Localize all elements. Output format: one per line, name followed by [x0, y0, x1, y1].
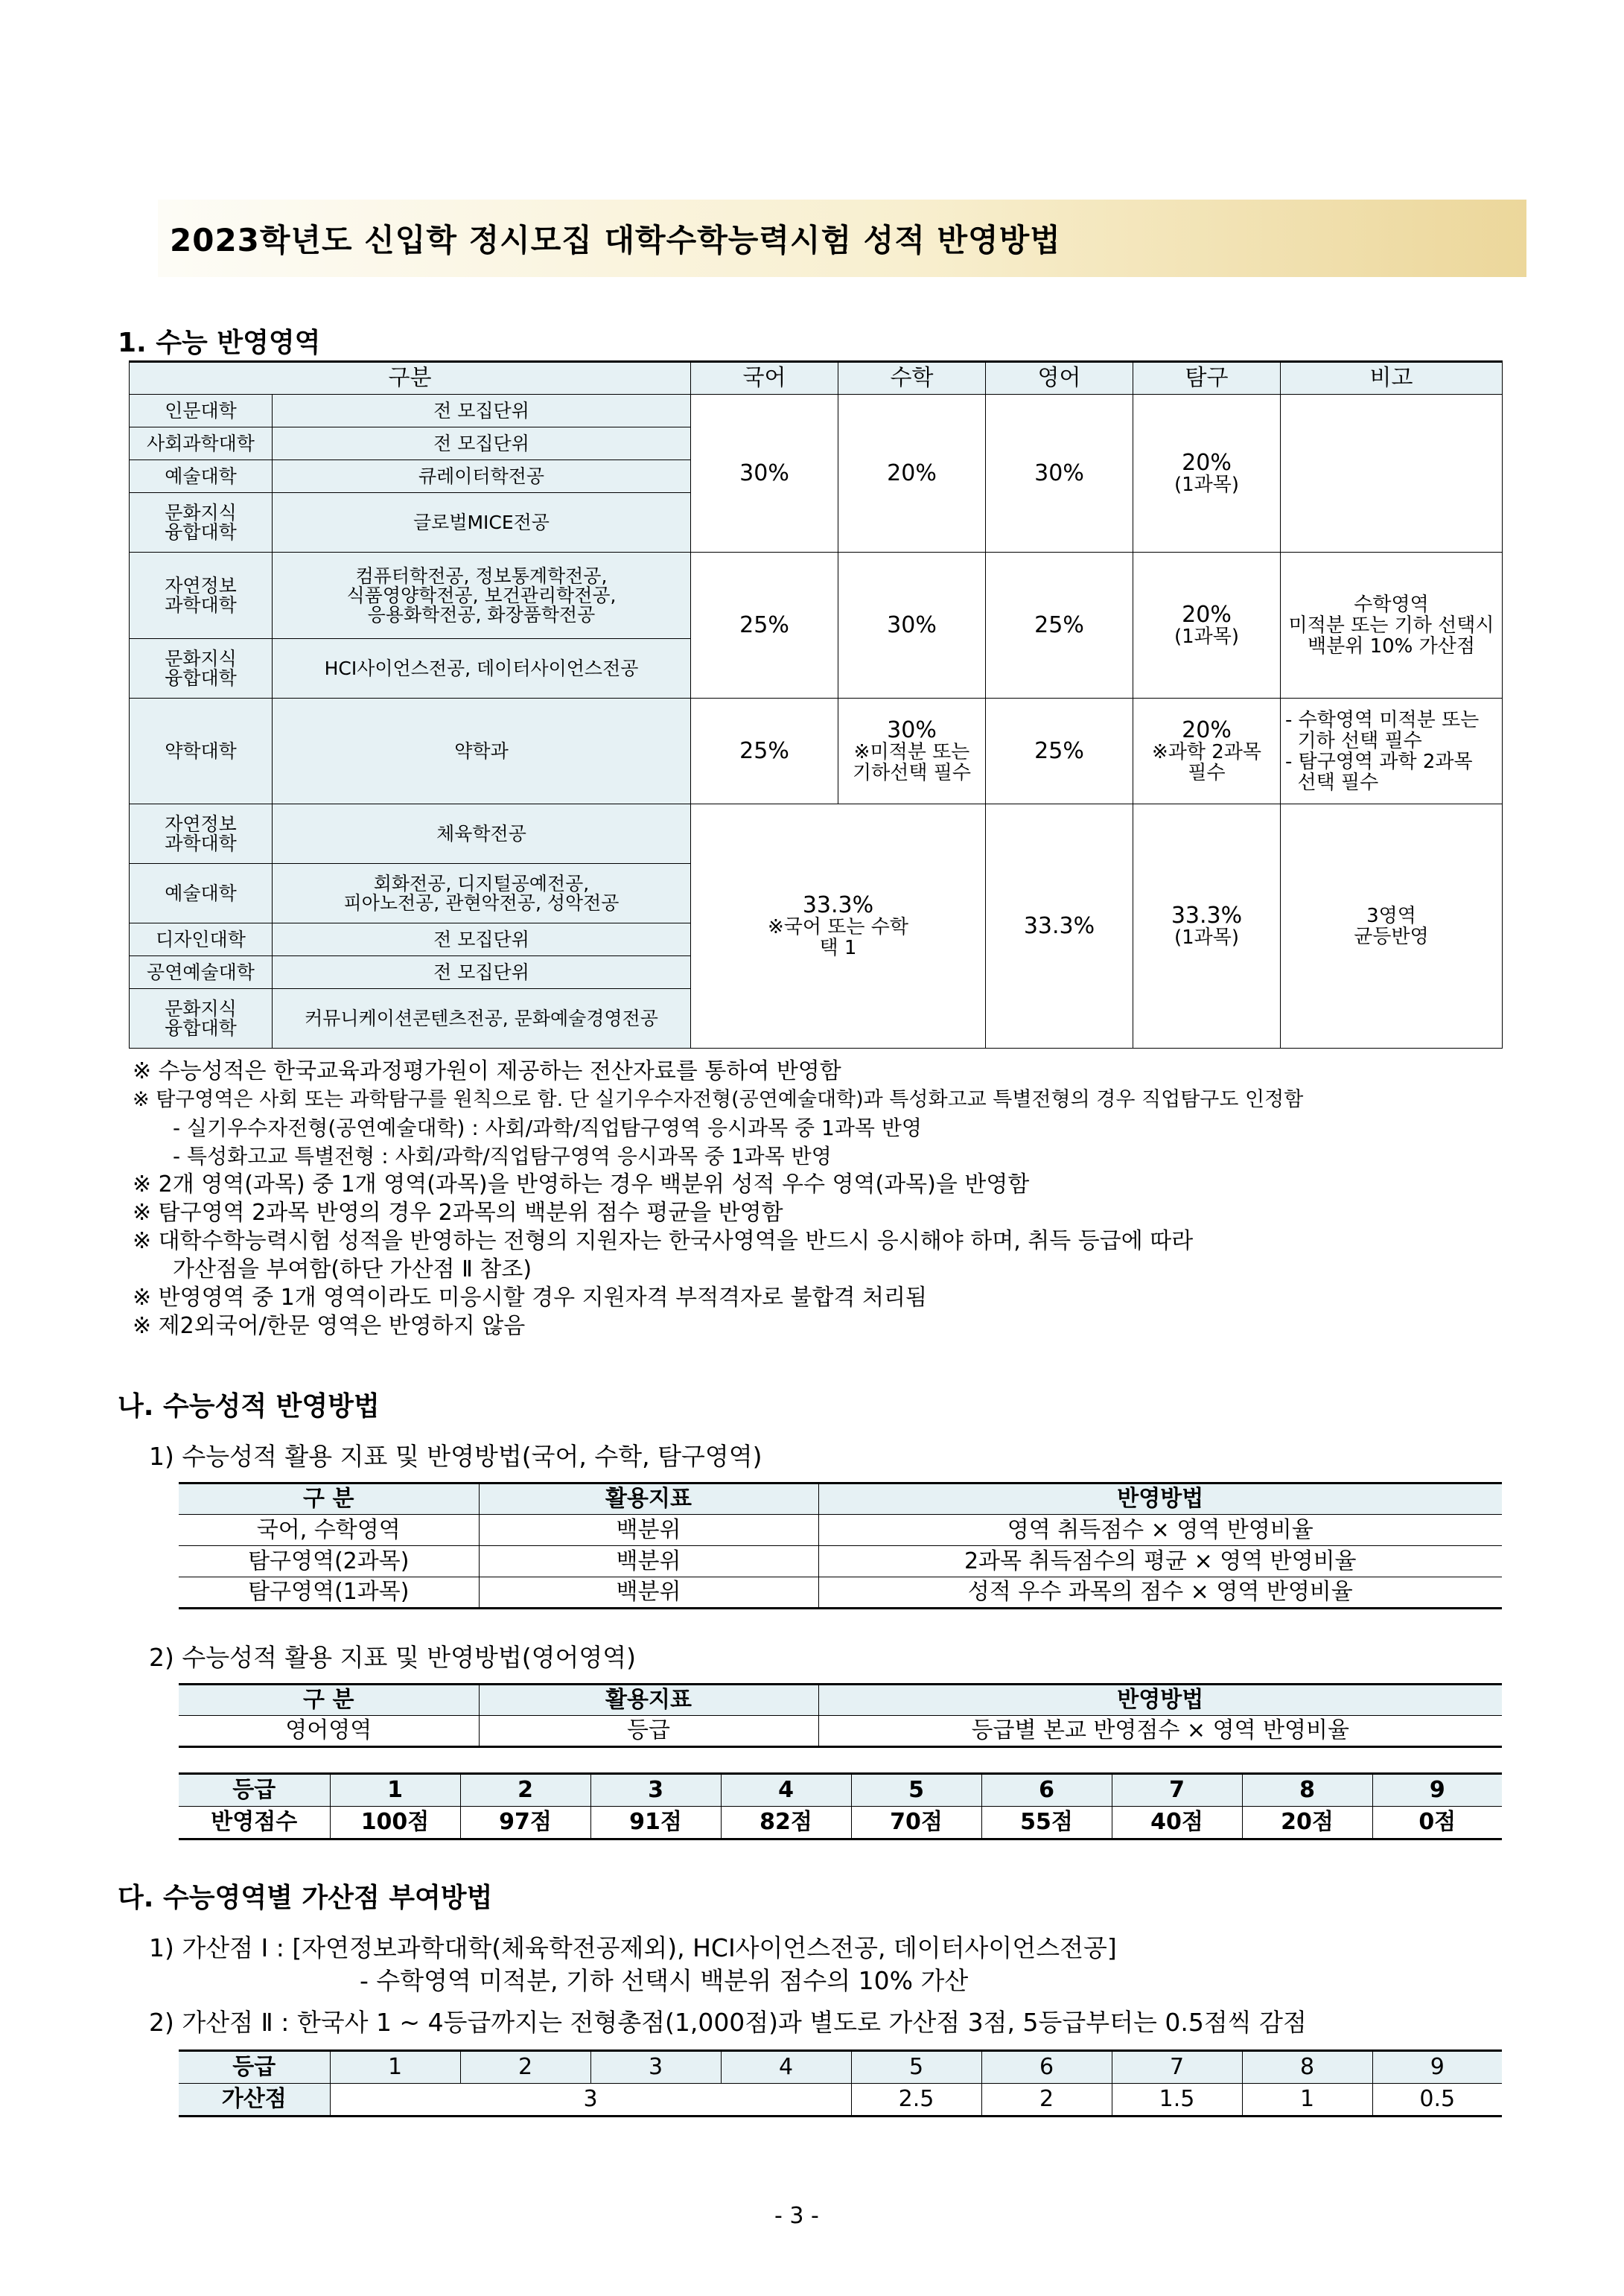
g1-remarks [1281, 395, 1503, 553]
g2-inquiry-value: 20% [1182, 601, 1232, 628]
college-cell: 자연정보 과학대학 [130, 804, 273, 864]
score-cell: 100점 [330, 1807, 460, 1839]
table-cell: 영어영역 [179, 1716, 479, 1747]
bonus-cell: 3 [330, 2084, 851, 2117]
college-cell: 인문대학 [130, 395, 273, 427]
college-cell: 디자인대학 [130, 923, 273, 956]
unit-cell: 전 모집단위 [273, 427, 691, 460]
unit-cell: 글로벌MICE전공 [273, 493, 691, 553]
bonus-1-line2: - 수학영역 미적분, 기하 선택시 백분위 점수의 10% 가산 [360, 1966, 969, 1995]
t2-header-indicator: 활용지표 [479, 1685, 818, 1716]
score-cell: 20점 [1242, 1807, 1372, 1839]
unit-cell: 체육학전공 [273, 804, 691, 864]
table-cell: 탐구영역(2과목) [179, 1546, 479, 1577]
unit-cell: 회화전공, 디지털공예전공, 피아노전공, 관현악전공, 성악전공 [273, 864, 691, 923]
college-cell: 문화지식 융합대학 [130, 493, 273, 553]
grade-cell: 1 [330, 2051, 460, 2084]
grade-cell: 7 [1112, 1774, 1242, 1807]
score-cell: 97점 [460, 1807, 590, 1839]
score-cell: 55점 [981, 1807, 1112, 1839]
college-cell: 예술대학 [130, 864, 273, 923]
note-6: ※ 반영영역 중 1개 영역이라도 미응시할 경우 지원자격 부적격자로 불합격 처리됨 [133, 1285, 927, 1311]
g1-inquiry-sub: (1과목) [1174, 473, 1240, 496]
g3-math [838, 699, 986, 804]
grade-cell: 9 [1372, 2051, 1502, 2084]
g3-english: 25% [986, 699, 1133, 804]
g4-inquiry-value: 33.3% [1171, 902, 1243, 929]
unit-cell: 약학과 [273, 699, 691, 804]
score-cell: 40점 [1112, 1807, 1242, 1839]
g2-inquiry-sub: (1과목) [1174, 625, 1240, 648]
bonus-label: 가산점 [179, 2084, 330, 2117]
grade-label: 등급 [179, 1774, 330, 1807]
grade-cell: 8 [1242, 2051, 1372, 2084]
grade-cell: 5 [851, 1774, 981, 1807]
unit-cell: 큐레이터학전공 [273, 460, 691, 493]
english-grade-table [179, 1772, 1502, 1840]
table-cell: 백분위 [479, 1546, 818, 1577]
college-cell: 자연정보 과학대학 [130, 553, 273, 639]
bonus-cell: 1 [1242, 2084, 1372, 2117]
grade-cell: 7 [1112, 2051, 1242, 2084]
history-bonus-table [179, 2049, 1502, 2117]
college-cell: 문화지식 융합대학 [130, 639, 273, 699]
header-math: 수학 [838, 362, 986, 395]
g1-inquiry [1133, 395, 1281, 553]
g4-inquiry [1133, 804, 1281, 1049]
section2-sub1: 1) 수능성적 활용 지표 및 반영방법(국어, 수학, 탐구영역) [149, 1442, 762, 1471]
table-cell: 백분위 [479, 1515, 818, 1546]
g3-math-value: 30% [887, 716, 937, 743]
note-4: ※ 탐구영역 2과목 반영의 경우 2과목의 백분위 점수 평균을 반영함 [133, 1200, 783, 1226]
g2-korean: 25% [691, 553, 838, 699]
page-number: - 3 - [774, 2203, 819, 2229]
t2-header-category: 구 분 [179, 1685, 479, 1716]
unit-cell: 전 모집단위 [273, 395, 691, 427]
header-inquiry: 탐구 [1133, 362, 1281, 395]
t2-header-method: 반영방법 [818, 1685, 1502, 1716]
g4-inquiry-sub: (1과목) [1174, 926, 1240, 949]
header-category: 구분 [130, 362, 691, 395]
note-2: ※ 탐구영역은 사회 또는 과학탐구를 원칙으로 함. 단 실기우수자전형(공연예술대학)과 특성화고교 특별전형의 경우 직업탐구도 인정함 [133, 1088, 1304, 1111]
note-5b: 가산점을 부여함(하단 가산점 Ⅱ 참조) [173, 1256, 532, 1282]
header-korean: 국어 [691, 362, 838, 395]
college-cell: 예술대학 [130, 460, 273, 493]
g3-remarks: - 수학영역 미적분 또는 기하 선택 필수 - 탐구영역 과학 2과목 선택 필수 [1281, 699, 1503, 804]
g3-inquiry-value: 20% [1182, 716, 1232, 743]
college-cell: 사회과학대학 [130, 427, 273, 460]
grade-cell: 4 [721, 1774, 851, 1807]
table-cell: 등급별 본교 반영점수 × 영역 반영비율 [818, 1716, 1502, 1747]
grade-cell: 9 [1372, 1774, 1502, 1807]
note-3: ※ 2개 영역(과목) 중 1개 영역(과목)을 반영하는 경우 백분위 성적 우수 영역(과목)을 반영함 [133, 1171, 1030, 1198]
g4-korean-math [691, 804, 986, 1049]
note-1: ※ 수능성적은 한국교육과정평가원이 제공하는 전산자료를 통하여 반영함 [133, 1058, 841, 1084]
grade-cell: 6 [981, 2051, 1112, 2084]
section3-heading: 다. 수능영역별 가산점 부여방법 [118, 1883, 493, 1913]
page-title: 2023학년도 신입학 정시모집 대학수학능력시험 성적 반영방법 [170, 222, 1061, 258]
grade-cell: 3 [590, 1774, 721, 1807]
g4-korean-math-value: 33.3% [802, 891, 874, 918]
grade-cell: 5 [851, 2051, 981, 2084]
note-2b: - 특성화고교 특별전형 : 사회/과학/직업탐구영역 응시과목 중 1과목 반영 [173, 1144, 832, 1168]
score-label: 반영점수 [179, 1807, 330, 1839]
grade-cell: 6 [981, 1774, 1112, 1807]
g2-english: 25% [986, 553, 1133, 699]
bonus-2: 2) 가산점 Ⅱ : 한국사 1 ~ 4등급까지는 전형총점(1,000점)과 별도로 가산점 3점, 5등급부터는 0.5점씩 감점 [149, 2008, 1307, 2037]
unit-cell: 커뮤니케이션콘텐츠전공, 문화예술경영전공 [273, 989, 691, 1049]
g3-inquiry [1133, 699, 1281, 804]
g4-remarks: 3영역 균등반영 [1281, 804, 1503, 1049]
g2-remarks: 수학영역 미적분 또는 기하 선택시 백분위 10% 가산점 [1281, 553, 1503, 699]
bonus-cell: 2 [981, 2084, 1112, 2117]
indicator-table-2 [179, 1683, 1502, 1748]
college-cell: 공연예술대학 [130, 956, 273, 989]
table-cell: 국어, 수학영역 [179, 1515, 479, 1546]
grade-cell: 3 [590, 2051, 721, 2084]
unit-cell: 전 모집단위 [273, 923, 691, 956]
header-remarks: 비고 [1281, 362, 1503, 395]
indicator-table-1 [179, 1482, 1502, 1609]
bonus-cell: 1.5 [1112, 2084, 1242, 2117]
score-cell: 82점 [721, 1807, 851, 1839]
score-cell: 91점 [590, 1807, 721, 1839]
g3-math-sub: ※미적분 또는 기하선택 필수 [853, 740, 971, 784]
table-cell: 탐구영역(1과목) [179, 1577, 479, 1609]
table-cell: 등급 [479, 1716, 818, 1747]
score-cell: 0점 [1372, 1807, 1502, 1839]
note-5: ※ 대학수학능력시험 성적을 반영하는 전형의 지원자는 한국사영역을 반드시 응시해야 하며, 취득 등급에 따라 [133, 1228, 1194, 1254]
grade-cell: 2 [460, 2051, 590, 2084]
section2-sub2: 2) 수능성적 활용 지표 및 반영방법(영어영역) [149, 1643, 636, 1672]
t1-header-indicator: 활용지표 [479, 1484, 818, 1515]
section1-heading: 1. 수능 반영영역 [118, 328, 321, 358]
score-cell: 70점 [851, 1807, 981, 1839]
table-cell: 영역 취득점수 × 영역 반영비율 [818, 1515, 1502, 1546]
unit-cell: HCI사이언스전공, 데이터사이언스전공 [273, 639, 691, 699]
g1-korean: 30% [691, 395, 838, 553]
g3-inquiry-sub: ※과학 2과목 필수 [1151, 740, 1262, 784]
note-2a: - 실기우수자전형(공연예술대학) : 사회/과학/직업탐구영역 응시과목 중 1과목 반영 [173, 1116, 922, 1140]
g2-inquiry [1133, 553, 1281, 699]
g4-english: 33.3% [986, 804, 1133, 1049]
g1-math: 20% [838, 395, 986, 553]
table-cell: 2과목 취득점수의 평균 × 영역 반영비율 [818, 1546, 1502, 1577]
g4-korean-math-sub: ※국어 또는 수학 택 1 [767, 915, 908, 959]
table-cell: 백분위 [479, 1577, 818, 1609]
unit-cell: 전 모집단위 [273, 956, 691, 989]
g1-inquiry-value: 20% [1182, 449, 1232, 476]
note-7: ※ 제2외국어/한문 영역은 반영하지 않음 [133, 1313, 526, 1339]
bonus-cell: 2.5 [851, 2084, 981, 2117]
grade-cell: 4 [721, 2051, 851, 2084]
grade-cell: 2 [460, 1774, 590, 1807]
t1-header-category: 구 분 [179, 1484, 479, 1515]
college-cell: 약학대학 [130, 699, 273, 804]
grade-cell: 1 [330, 1774, 460, 1807]
bonus-1-line1: 1) 가산점 Ⅰ : [자연정보과학대학(체육학전공제외), HCI사이언스전공, 데이터사이언스전공] [149, 1933, 1117, 1962]
g3-korean: 25% [691, 699, 838, 804]
t1-header-method: 반영방법 [818, 1484, 1502, 1515]
g1-english: 30% [986, 395, 1133, 553]
reflection-area-table [129, 360, 1503, 1049]
header-english: 영어 [986, 362, 1133, 395]
college-cell: 문화지식 융합대학 [130, 989, 273, 1049]
section2-heading: 나. 수능성적 반영방법 [118, 1391, 380, 1422]
bonus-cell: 0.5 [1372, 2084, 1502, 2117]
unit-cell: 컴퓨터학전공, 정보통계학전공, 식품영양학전공, 보건관리학전공, 응용화학전공, 화장품학전공 [273, 553, 691, 639]
g2-math: 30% [838, 553, 986, 699]
grade-cell: 8 [1242, 1774, 1372, 1807]
grade-label: 등급 [179, 2051, 330, 2084]
table-cell: 성적 우수 과목의 점수 × 영역 반영비율 [818, 1577, 1502, 1609]
